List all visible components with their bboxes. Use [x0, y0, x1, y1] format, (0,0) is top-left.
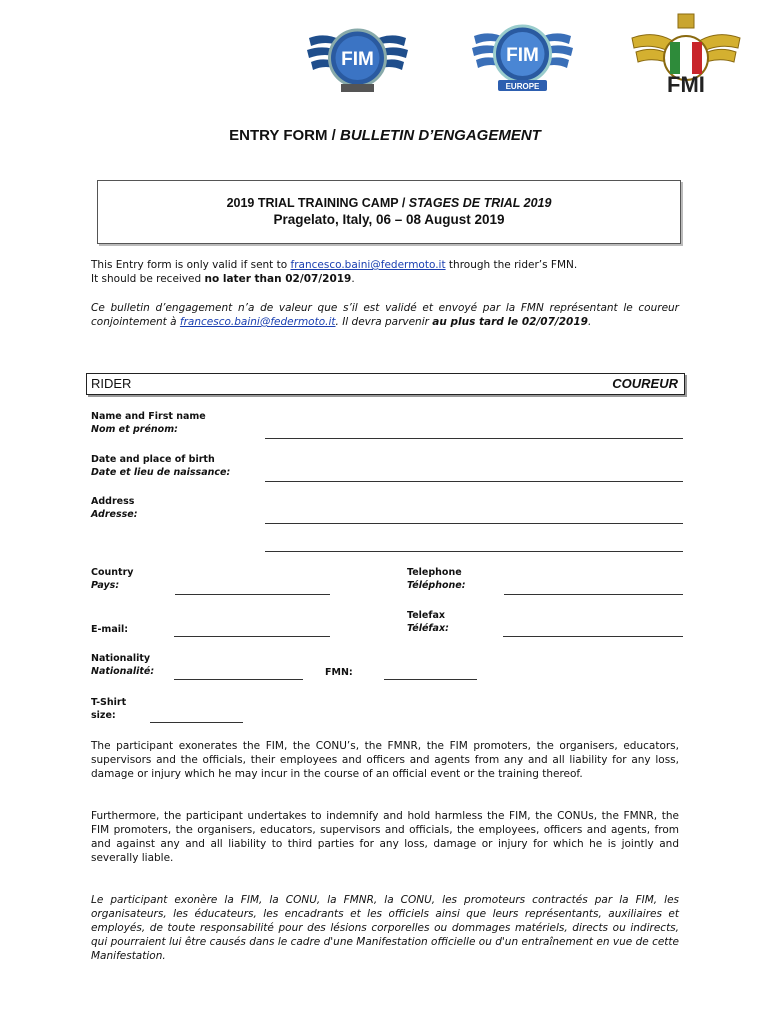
- nationality-label-fr: Nationalité:: [91, 666, 155, 677]
- intro-fr-period: .: [587, 316, 592, 328]
- fim-europe-logo-text: FIM: [506, 45, 539, 66]
- tshirt-label: [91, 696, 126, 722]
- fim-europe-logo: [470, 20, 575, 95]
- birth-label: [91, 453, 230, 479]
- page-title: [0, 127, 770, 144]
- fmi-logo-text: FMI: [667, 72, 705, 97]
- disclaimer-en-2: Furthermore, the participant undertakes to indemnify and hold harmless the FIM, the CONUs, the FMNR, the FIM promoters, the organisers, educators, supervisors and officials, the employees, officers and agents, from and against any and all liability to third parties for any loss, damage or injury for which he is jointly and severally liable.: [91, 810, 679, 864]
- address-label-en: Address: [91, 496, 135, 507]
- fmi-logo: [630, 8, 742, 100]
- fmn-label-text: FMN:: [325, 667, 353, 678]
- event-location-date: Pragelato, Italy, 06 – 08 August 2019: [273, 212, 505, 227]
- intro-en: [91, 258, 679, 286]
- intro-en-email-link[interactable]: francesco.baini@federmoto.it: [290, 259, 446, 271]
- fmn-field[interactable]: [384, 679, 477, 680]
- event-title-en: 2019 TRIAL TRAINING CAMP /: [226, 196, 406, 210]
- intro-en-period: .: [351, 273, 355, 285]
- telefax-label-en: Telefax: [407, 610, 446, 621]
- address-field-line1[interactable]: [265, 523, 683, 524]
- email-label: [91, 623, 128, 636]
- birth-label-en: Date and place of birth: [91, 454, 215, 465]
- telephone-label-en: Telephone: [407, 567, 462, 578]
- country-label-en: Country: [91, 567, 134, 578]
- name-label: [91, 410, 206, 436]
- name-label-fr: Nom et prénom:: [91, 424, 178, 435]
- telefax-field[interactable]: [503, 636, 683, 637]
- fim-logo-text: FIM: [341, 49, 374, 70]
- email-label-text: E-mail:: [91, 624, 129, 635]
- nationality-field[interactable]: [174, 679, 303, 680]
- address-label: [91, 495, 138, 521]
- telephone-field[interactable]: [504, 594, 683, 595]
- nationality-label: [91, 652, 154, 678]
- tshirt-label-en: T-Shirt: [91, 697, 127, 708]
- europe-ribbon-text: EUROPE: [505, 82, 540, 91]
- intro-en-text-2: through the rider’s FMN.: [448, 259, 578, 271]
- telephone-label: [407, 566, 466, 592]
- country-label: [91, 566, 133, 592]
- title-fr: BULLETIN D’ENGAGEMENT: [340, 127, 541, 144]
- fim-logo: [305, 20, 410, 95]
- telefax-label-fr: Téléfax:: [407, 623, 449, 634]
- intro-fr-text-2: . Il devra parvenir: [335, 316, 429, 328]
- title-en: ENTRY FORM /: [229, 127, 336, 144]
- intro-fr-text: Ce bulletin d’engagement n’a de valeur que s’il est validé et envoyé par la FMN représentant le coureur conjointement à: [91, 302, 679, 328]
- email-field[interactable]: [174, 636, 330, 637]
- intro-en-text: This Entry form is only valid if sent to: [91, 259, 288, 271]
- rider-label-fr: COUREUR: [612, 376, 678, 391]
- intro-fr: [91, 301, 679, 329]
- intro-en-deadline: no later than 02/07/2019: [204, 273, 352, 285]
- event-title: [98, 196, 680, 210]
- name-field[interactable]: [265, 438, 683, 439]
- fmn-label: [325, 666, 353, 679]
- event-title-fr: STAGES DE TRIAL 2019: [408, 196, 552, 210]
- birth-label-fr: Date et lieu de naissance:: [91, 467, 231, 478]
- disclaimer-en-1: The participant exonerates the FIM, the CONU’s, the FMNR, the FIM promoters, the organisers, educators, supervisors and the officials, their employees and officers and agents from any and all liability for any loss, damage or injury which he may incur in the course of an official event or the training thereof.: [91, 740, 679, 780]
- country-field[interactable]: [175, 594, 330, 595]
- name-label-en: Name and First name: [91, 411, 206, 422]
- address-label-fr: Adresse:: [91, 509, 138, 520]
- event-box: [97, 180, 681, 244]
- disclaimer-fr: Le participant exonère la FIM, la CONU, la FMNR, la CONU, les promoteurs contractés par la FIM, les organisateurs, les éducateurs, les encadrants et les officiels ainsi que leurs représentants, auxiliaires et employés, de toute responsabilité pour des lésions corporelles ou dommages matériels, directs ou indirects, qui pourraient lui être causés dans le cadre d'une Manifestation officielle ou d'un entraînement en vue de cette Manifestation.: [91, 894, 679, 962]
- intro-en-line2: It should be received: [91, 273, 202, 285]
- rider-label-en: RIDER: [91, 376, 132, 391]
- tshirt-label-size: size:: [91, 710, 116, 721]
- birth-field[interactable]: [265, 481, 683, 482]
- telefax-label: [407, 609, 449, 635]
- address-field-line2[interactable]: [265, 551, 683, 552]
- rider-section-header: [86, 373, 685, 395]
- nationality-label-en: Nationality: [91, 653, 151, 664]
- intro-fr-email-link[interactable]: francesco.baini@federmoto.it: [179, 316, 336, 328]
- telephone-label-fr: Téléphone:: [407, 580, 466, 591]
- tshirt-size-field[interactable]: [150, 722, 243, 723]
- country-label-fr: Pays:: [91, 580, 120, 591]
- intro-fr-deadline: au plus tard le 02/07/2019: [432, 316, 588, 328]
